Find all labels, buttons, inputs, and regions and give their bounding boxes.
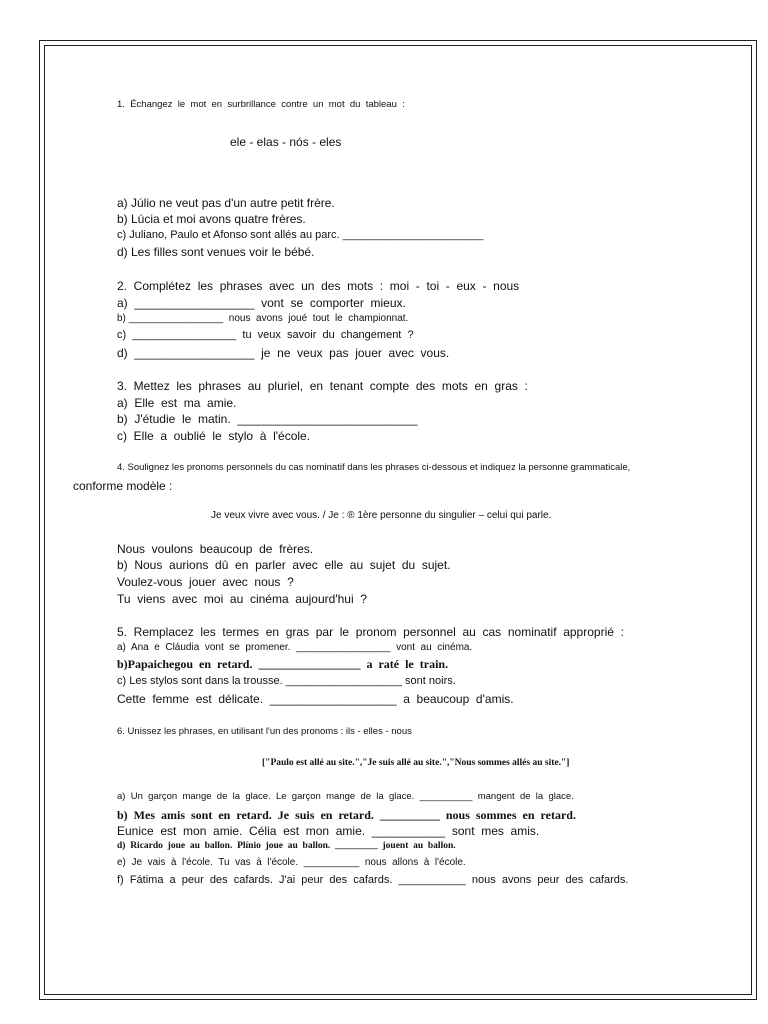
ex6-model: ["Paulo est allé au site.","Je suis allé au site.","Nous sommes allés au site."] [262, 758, 570, 768]
ex6-item-d: d) Ricardo joue au ballon. Plínio joue au ballon. _________ jouent au ballon. [117, 841, 456, 851]
ex5-item-d: Cette femme est délicate. ___________________ a beaucoup d'amis. [117, 692, 514, 706]
ex1-item-a: a) Júlio ne veut pas d'un autre petit frère. [117, 196, 335, 210]
ex6-item-f: f) Fátima a peur des cafards. J'ai peur des cafards. ___________ nous avons peur des cafards. [117, 874, 629, 886]
ex2-item-a: a) __________________ vont se comporter mieux. [117, 296, 406, 310]
ex4-instruction-line2: conforme modèle : [73, 479, 173, 493]
ex5-item-c: c) Les stylos sont dans la trousse. ___________________ sont noirs. [117, 675, 456, 687]
ex6-item-e: e) Je vais à l'école. Tu vas à l'école. __________ nous allons à l'école. [117, 857, 466, 868]
ex1-word-box: ele - elas - nós - eles [230, 135, 342, 149]
ex6-instruction: 6. Unissez les phrases, en utilisant l'un des pronoms : ils - elles - nous [117, 726, 412, 737]
ex3-item-b: b) J'étudie le matin. ___________________________ [117, 412, 418, 426]
ex1-item-d: d) Les filles sont venues voir le bébé. [117, 245, 315, 259]
ex1-instruction: 1. Échangez le mot en surbrillance contre un mot du tableau : [117, 99, 405, 110]
ex4-instruction-line1: 4. Soulignez les pronoms personnels du cas nominatif dans les phrases ci-dessous et indiquez la personne grammaticale, [117, 462, 631, 473]
ex6-item-b: b) Mes amis sont en retard. Je suis en retard. __________ nous sommes en retard. [117, 808, 576, 822]
ex4-item-b: b) Nous aurions dû en parler avec elle au sujet du sujet. [117, 558, 451, 572]
ex4-model: Je veux vivre avec vous. / Je : ® 1ère personne du singulier – celui qui parle. [211, 510, 552, 521]
ex1-item-c: c) Juliano, Paulo et Afonso sont allés au parc. _______________________ [117, 229, 484, 241]
ex6-item-a: a) Un garçon mange de la glace. Le garçon mange de la glace. __________ mangent de la glace. [117, 791, 574, 802]
ex3-item-c: c) Elle a oublié le stylo à l'école. [117, 429, 311, 443]
ex6-item-c: Eunice est mon amie. Célia est mon amie. ___________ sont mes amis. [117, 824, 540, 838]
ex4-item-4: Tu viens avec moi au cinéma aujourd'hui ? [117, 592, 367, 606]
ex2-item-b: b) _________________ nous avons joué tout le championnat. [117, 313, 409, 324]
ex5-item-b: b)Papaichegou en retard. _________________ a raté le train. [117, 657, 449, 671]
ex5-item-a: a) Ana e Cláudia vont se promener. _________________ vont au cinéma. [117, 642, 473, 653]
ex1-item-b: b) Lúcia et moi avons quatre frères. [117, 212, 306, 226]
ex5-instruction: 5. Remplacez les termes en gras par le pronom personnel au cas nominatif approprié : [117, 625, 624, 639]
ex3-instruction: 3. Mettez les phrases au pluriel, en tenant compte des mots en gras : [117, 379, 528, 393]
ex3-item-a: a) Elle est ma amie. [117, 396, 237, 410]
ex2-instruction: 2. Complétez les phrases avec un des mots : moi - toi - eux - nous [117, 279, 520, 293]
ex4-item-3: Voulez-vous jouer avec nous ? [117, 575, 294, 589]
ex2-item-c: c) _________________ tu veux savoir du changement ? [117, 329, 414, 341]
ex4-item-1: Nous voulons beaucoup de frères. [117, 542, 314, 556]
ex2-item-d: d) __________________ je ne veux pas jouer avec vous. [117, 346, 450, 360]
